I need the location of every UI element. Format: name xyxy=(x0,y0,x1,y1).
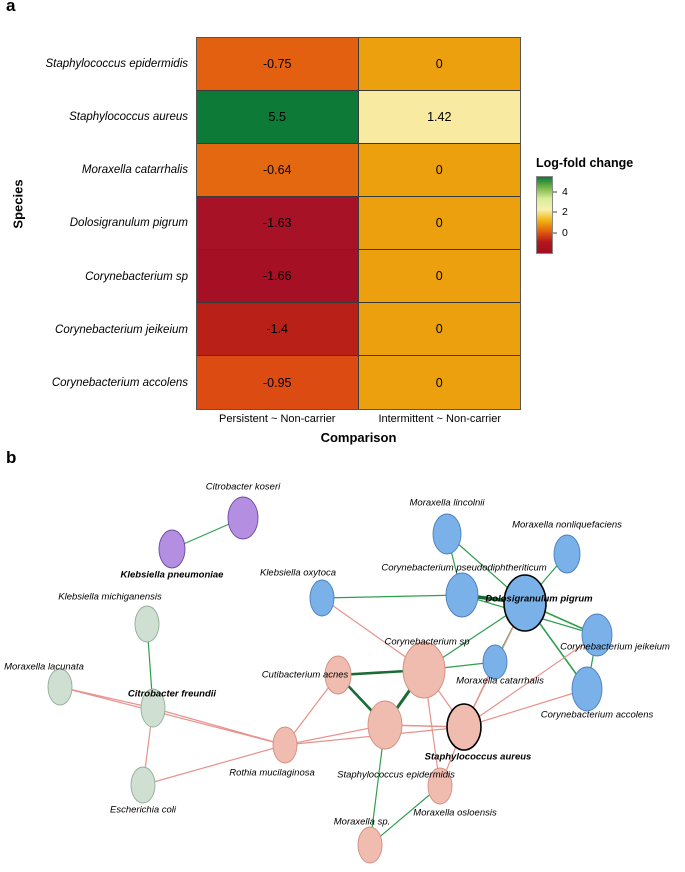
legend-title: Log-fold change xyxy=(536,156,634,170)
network-edge xyxy=(143,745,285,785)
panel-b-letter: b xyxy=(6,448,17,467)
legend-ticks xyxy=(558,176,598,254)
network-node[interactable] xyxy=(135,606,159,642)
network-edge xyxy=(464,689,587,727)
network-node[interactable] xyxy=(554,535,580,573)
heatmap-row-label: Dolosigranulum pigrum xyxy=(69,217,188,230)
heatmap-cell: 0 xyxy=(359,38,521,91)
network-node-label: Dolosigranulum pigrum xyxy=(485,593,593,605)
heatmap-cell: -1.66 xyxy=(197,250,359,303)
network-node-label: Moraxella sp. xyxy=(333,816,391,828)
legend-tick-label: 4 xyxy=(562,185,568,198)
legend-tick-label: 2 xyxy=(562,206,568,219)
network-node-label: Rothia mucilaginosa xyxy=(229,767,315,779)
network-node[interactable] xyxy=(159,530,185,568)
network-graph xyxy=(0,455,685,872)
network-node-label: Moraxella nonliquefaciens xyxy=(512,519,622,531)
network-node-label: Cutibacterium acnes xyxy=(261,669,349,681)
network-node-label: Escherichia coli xyxy=(110,804,176,816)
heatmap-row-label: Staphylococcus epidermidis xyxy=(45,57,188,70)
legend-tick-mark xyxy=(553,191,557,192)
heatmap-panel xyxy=(0,18,685,445)
heatmap-row-label: Corynebacterium jeikeium xyxy=(55,324,188,337)
network-node[interactable] xyxy=(273,727,297,763)
heatmap-cell: 0 xyxy=(359,250,521,303)
heatmap-cell: 0 xyxy=(359,144,521,197)
legend-tick-mark xyxy=(553,233,557,234)
heatmap-cell: -1.4 xyxy=(197,303,359,356)
heatmap-cell: 5.5 xyxy=(197,91,359,144)
network-node-label: Citrobacter freundii xyxy=(127,688,217,700)
network-node[interactable] xyxy=(433,514,461,554)
network-node[interactable] xyxy=(572,667,602,711)
network-node-label: Moraxella lacunata xyxy=(4,661,84,673)
network-node-label: Klebsiella oxytoca xyxy=(259,567,337,579)
heatmap-row-label: Staphylococcus aureus xyxy=(69,110,188,123)
network-edge xyxy=(153,708,285,745)
heatmap-row-labels xyxy=(0,37,196,410)
network-node[interactable] xyxy=(228,497,258,539)
panel-a-letter: a xyxy=(6,0,16,15)
network-node-label: Moraxella lincolnii xyxy=(409,497,485,509)
network-node-label: Klebsiella michiganensis xyxy=(58,591,162,603)
heatmap-row-label: Corynebacterium accolens xyxy=(51,377,188,390)
heatmap-cell: -0.95 xyxy=(197,356,359,409)
heatmap-column-label: Persistent ~ Non-carrier xyxy=(219,413,336,425)
network-node[interactable] xyxy=(483,645,507,679)
heatmap-row-label: Corynebacterium sp xyxy=(85,270,188,283)
heatmap-y-axis-title: Species xyxy=(10,179,26,229)
legend xyxy=(536,156,681,254)
network-node[interactable] xyxy=(447,704,481,750)
heatmap-x-axis-title: Comparison xyxy=(320,430,397,445)
legend-tick-label: 0 xyxy=(562,226,568,239)
heatmap-cell: 1.42 xyxy=(359,91,521,144)
network-node[interactable] xyxy=(368,701,402,749)
network-node-label: Corynebacterium sp xyxy=(384,636,470,648)
heatmap-grid xyxy=(196,37,521,410)
heatmap-cell: -0.64 xyxy=(197,144,359,197)
network-node-label: Corynebacterium pseudodiphtheriticum xyxy=(381,562,547,574)
heatmap-cell: -1.63 xyxy=(197,197,359,250)
network-node[interactable] xyxy=(48,669,72,705)
heatmap-cell: 0 xyxy=(359,303,521,356)
heatmap-cell: -0.75 xyxy=(197,38,359,91)
network-node-label: Moraxella catarrhalis xyxy=(456,675,544,687)
heatmap-cell: 0 xyxy=(359,197,521,250)
legend-tick-mark xyxy=(553,212,557,213)
heatmap-column-label: Intermittent ~ Non-carrier xyxy=(378,413,502,425)
network-node[interactable] xyxy=(131,767,155,803)
network-node[interactable] xyxy=(310,580,334,616)
network-node-label: Citrobacter koseri xyxy=(205,481,281,493)
network-node-label: Corynebacterium jeikeium xyxy=(560,641,670,653)
network-node-label: Staphylococcus aureus xyxy=(424,751,532,763)
network-node-label: Klebsiella pneumoniae xyxy=(120,569,224,581)
legend-colorbar xyxy=(536,176,553,254)
network-node[interactable] xyxy=(403,642,445,698)
heatmap-cell: 0 xyxy=(359,356,521,409)
network-node[interactable] xyxy=(358,827,382,863)
network-node-label: Moraxella osloensis xyxy=(413,807,497,819)
network-node[interactable] xyxy=(446,573,478,617)
heatmap-row-label: Moraxella catarrhalis xyxy=(81,164,188,177)
network-node-label: Corynebacterium accolens xyxy=(540,709,654,721)
network-edge xyxy=(322,595,462,598)
network-panel xyxy=(0,455,685,872)
network-node-label: Staphylococcus epidermidis xyxy=(337,769,455,781)
